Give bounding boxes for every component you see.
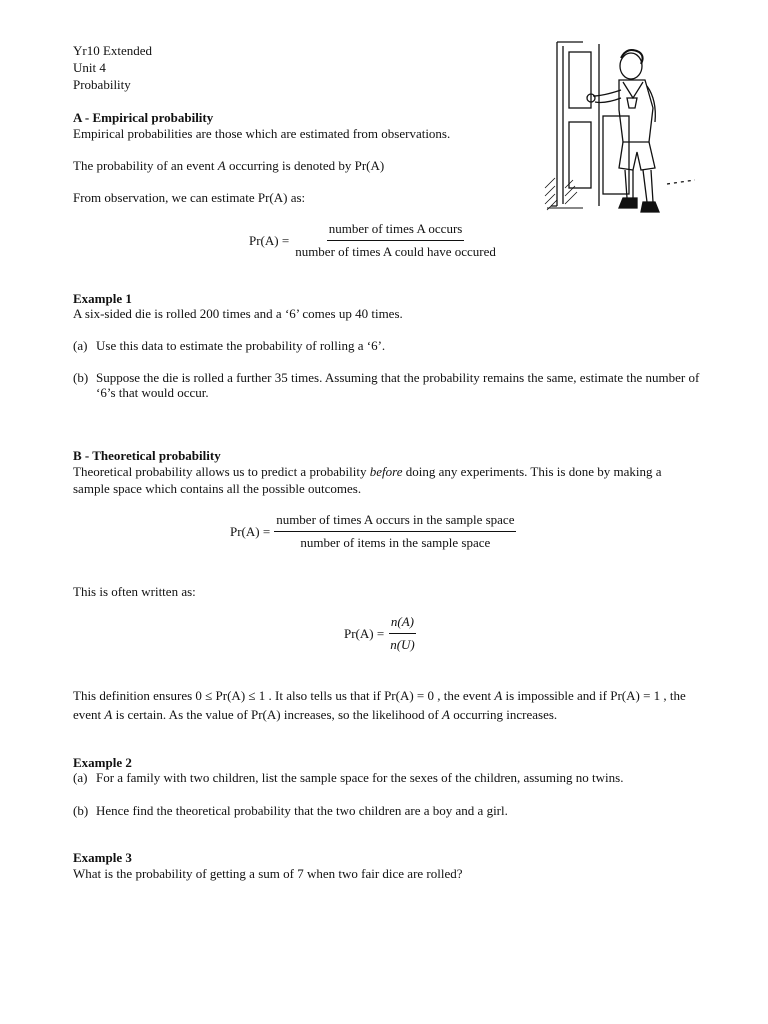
example3-text: What is the probability of getting a sum of 7 when two fair dice are rolled? bbox=[73, 866, 463, 881]
example2-part-a bbox=[73, 770, 703, 786]
doc-title-line1: Yr10 Extended bbox=[73, 43, 153, 58]
formula-numerator: number of times A occurs in the sample space bbox=[274, 512, 516, 532]
formula-numerator: number of times A occurs bbox=[327, 221, 465, 241]
part-text: For a family with two children, list the sample space for the sexes of the children, assuming no twins. bbox=[96, 770, 624, 785]
boy-at-door-illustration bbox=[543, 38, 695, 218]
part-label: (a) bbox=[73, 770, 88, 785]
formula-lhs: Pr(A) = bbox=[230, 523, 271, 539]
part-label: (a) bbox=[73, 338, 88, 353]
part-text: Use this data to estimate the probability of rolling a ‘6’. bbox=[96, 338, 386, 353]
formula-denominator: number of times A could have occured bbox=[295, 244, 496, 259]
section-b-heading: B - Theoretical probability bbox=[73, 448, 221, 463]
example2-part-b bbox=[73, 803, 703, 819]
doc-title-line2: Unit 4 bbox=[73, 60, 106, 75]
part-label: (b) bbox=[73, 803, 89, 818]
example1-text: A six-sided die is rolled 200 times and a ‘6’ comes up 40 times. bbox=[73, 306, 403, 321]
formula-numerator: n(A) bbox=[389, 614, 416, 634]
nA-over-nU-formula bbox=[344, 614, 417, 653]
empirical-formula bbox=[249, 221, 498, 260]
often-written-line: This is often written as: bbox=[73, 584, 196, 599]
example3-heading: Example 3 bbox=[73, 850, 132, 865]
part-label: (b) bbox=[73, 370, 89, 385]
part-text: Suppose the die is rolled a further 35 times. Assuming that the probability remains the same, estimate the number of ‘6’s that would occur. bbox=[96, 370, 700, 400]
section-a-intro: Empirical probabilities are those which are estimated from observations. bbox=[73, 126, 451, 141]
formula-lhs: Pr(A) = bbox=[344, 625, 385, 641]
section-b-intro: Theoretical probability allows us to predict a probability before doing any experiments. This is done by making a sample space which contains all the possible outcomes. bbox=[73, 464, 662, 496]
formula-denominator: n(U) bbox=[390, 637, 415, 652]
section-a-heading: A - Empirical probability bbox=[73, 110, 214, 125]
definition-paragraph: This definition ensures 0 ≤ Pr(A) ≤ 1 . It also tells us that if Pr(A) = 0 , the event A is impossible and if Pr(A) = 1 , the event A is certain. As the value of Pr(A) increases, so the likelihood of A occurring increases. bbox=[73, 688, 686, 722]
prob-notation-line: The probability of an event A occurring is denoted by Pr(A) bbox=[73, 158, 385, 173]
example2-heading: Example 2 bbox=[73, 755, 132, 770]
estimate-line: From observation, we can estimate Pr(A) as: bbox=[73, 190, 306, 205]
example1-heading: Example 1 bbox=[73, 291, 132, 306]
example1-part-a bbox=[73, 338, 703, 354]
example1-part-b bbox=[73, 370, 703, 402]
theoretical-formula bbox=[230, 512, 516, 551]
formula-lhs: Pr(A) = bbox=[249, 232, 290, 248]
doc-title-line3: Probability bbox=[73, 77, 131, 92]
formula-denominator: number of items in the sample space bbox=[300, 535, 491, 550]
part-text: Hence find the theoretical probability that the two children are a boy and a girl. bbox=[96, 803, 508, 818]
